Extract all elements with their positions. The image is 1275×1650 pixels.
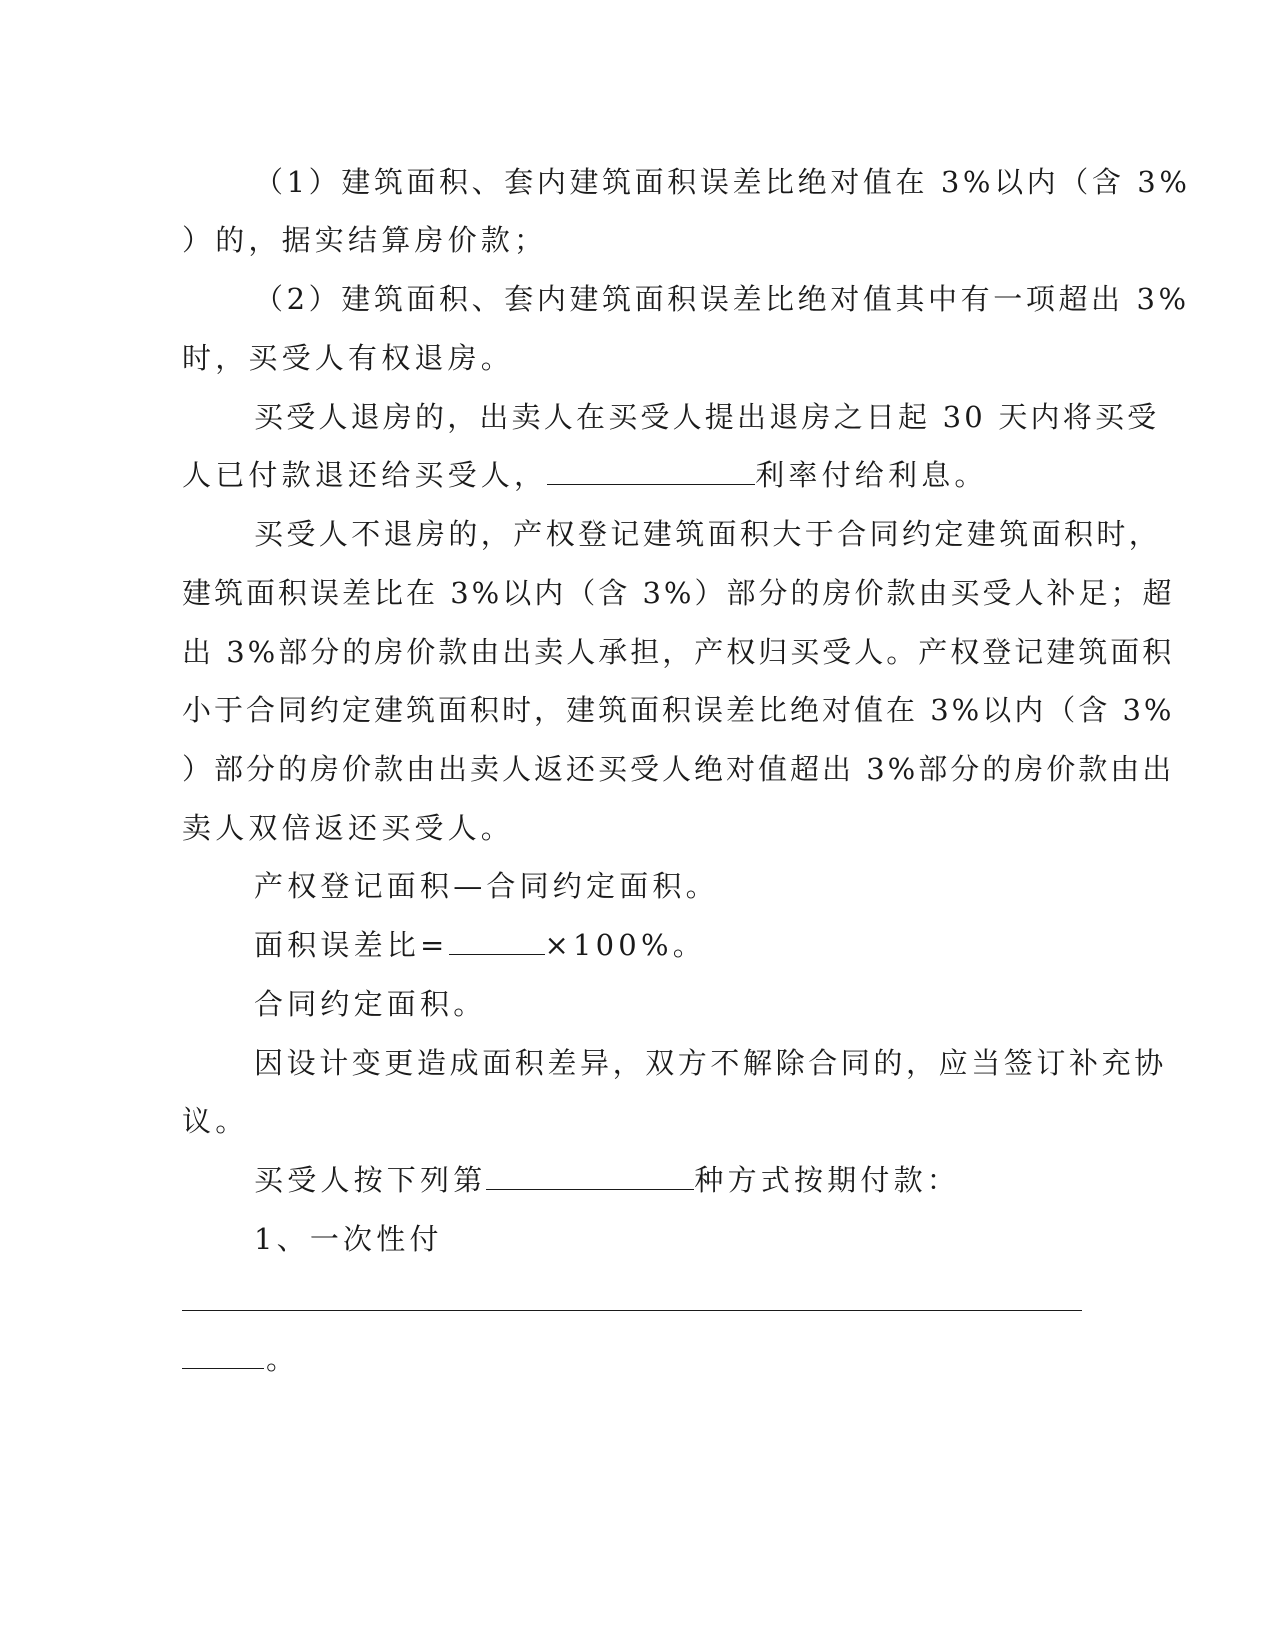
text-span: 买受人按下列第 <box>254 1163 487 1197</box>
paragraph-line <box>182 632 1175 672</box>
paragraph-line <box>182 455 1082 495</box>
text-span: 买受人退房的，出卖人在买受人提出退房之日起 30 天内将买受 <box>254 400 1160 434</box>
text-span: 卖人双倍返还买受人。 <box>182 811 515 845</box>
paragraph-line <box>182 749 1175 789</box>
paragraph-line <box>254 1219 1154 1259</box>
paragraph-line <box>254 279 1190 319</box>
text-span: 小于合同约定建筑面积时，建筑面积误差比绝对值在 3%以内（含 3% <box>182 693 1175 727</box>
text-span: ）部分的房价款由出卖人返还买受人绝对值超出 3%部分的房价款由出 <box>182 752 1175 786</box>
paragraph-line <box>182 338 1082 378</box>
text-span: 建筑面积误差比在 3%以内（含 3%）部分的房价款由买受人补足；超 <box>182 576 1175 610</box>
paragraph-line <box>182 808 1082 848</box>
paragraph-line <box>254 162 1191 202</box>
paragraph-line <box>254 1160 1154 1200</box>
paragraph-line <box>182 690 1175 730</box>
fill-in-blank-short[interactable] <box>182 1368 264 1369</box>
formula-line <box>254 925 1154 965</box>
text-span: 买受人不退房的，产权登记建筑面积大于合同约定建筑面积时， <box>254 517 1162 551</box>
fill-in-blank-payment-method[interactable] <box>486 1161 694 1190</box>
period-mark: 。 <box>266 1342 296 1376</box>
fill-in-blank-interest-rate[interactable] <box>547 456 755 485</box>
text-span: 合同约定面积。 <box>254 987 487 1021</box>
paragraph-line <box>254 397 1160 437</box>
fill-in-blank-long[interactable] <box>182 1310 1082 1311</box>
paragraph-line <box>254 514 1162 554</box>
text-span: （2）建筑面积、套内建筑面积误差比绝对值其中有一项超出 3% <box>254 282 1190 316</box>
text-span: ）的，据实结算房价款； <box>182 223 548 257</box>
paragraph-line <box>182 573 1175 613</box>
text-span: 利率付给利息。 <box>755 458 988 492</box>
text-span: 面积误差比= <box>254 928 449 962</box>
fill-in-blank-formula[interactable] <box>449 926 545 955</box>
paragraph-line <box>254 1043 1167 1083</box>
text-span: 产权登记面积—合同约定面积。 <box>254 869 719 903</box>
text-span: 因设计变更造成面积差异，双方不解除合同的，应当签订补充协 <box>254 1046 1167 1080</box>
paragraph-line <box>254 984 1154 1024</box>
paragraph-line <box>254 866 1154 906</box>
text-span: 人已付款退还给买受人， <box>182 458 548 492</box>
text-span: 议。 <box>182 1104 249 1138</box>
text-span: 种方式按期付款： <box>694 1163 961 1197</box>
text-span: 1、一次性付 <box>254 1222 443 1256</box>
paragraph-line <box>182 220 1082 260</box>
text-span: 时，买受人有权退房。 <box>182 341 515 375</box>
text-span: ×100%。 <box>544 928 706 962</box>
text-span: （1）建筑面积、套内建筑面积误差比绝对值在 3%以内（含 3% <box>254 165 1191 199</box>
text-span: 出 3%部分的房价款由出卖人承担，产权归买受人。产权登记建筑面积 <box>182 635 1175 669</box>
paragraph-line <box>182 1101 1082 1141</box>
